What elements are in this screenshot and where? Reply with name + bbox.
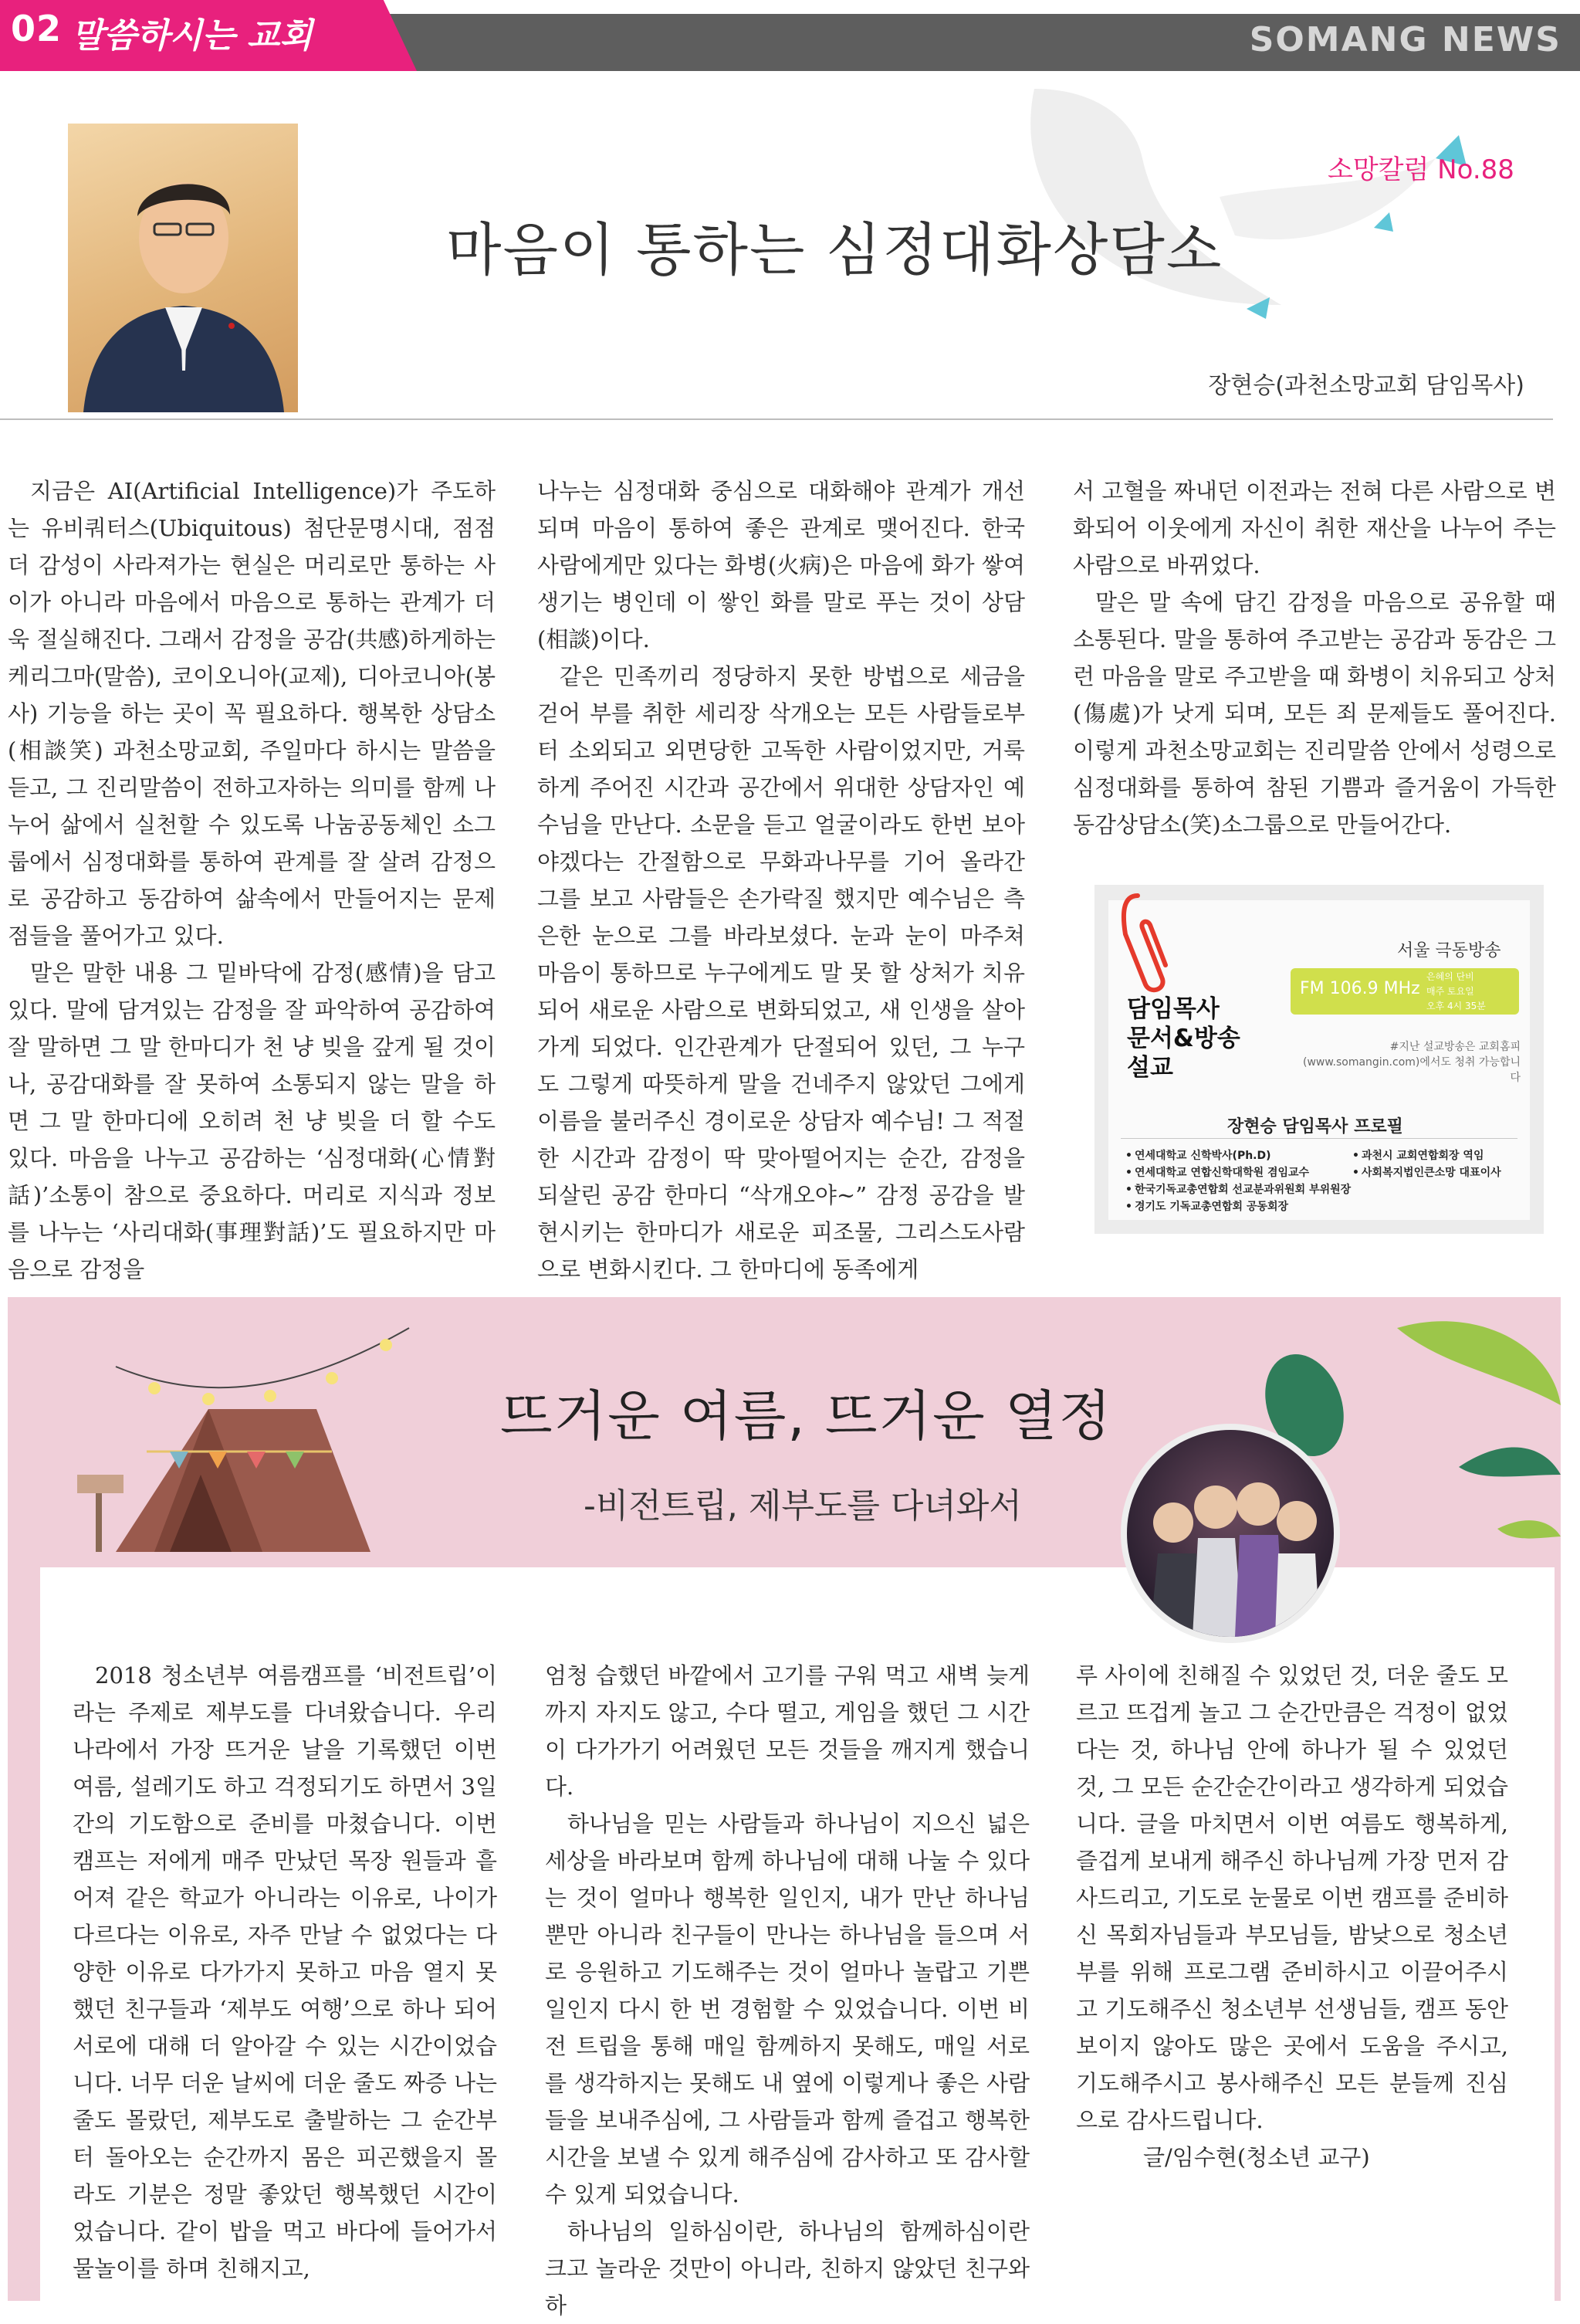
paragraph: 엄청 습했던 바깥에서 고기를 구워 먹고 새벽 늦게까지 자지도 않고, 수다 떨고, 게임을 했던 그 시간이 다가가기 어려웠던 모든 것들을 깨지게 했습니다.: [545, 1662, 1030, 1800]
profile-title: 장현승 담임목사 프로필: [1227, 1117, 1403, 1137]
section-title: 말씀하시는 교회: [71, 16, 313, 56]
program-time: 오후 4시 35분: [1426, 1001, 1486, 1011]
program-day: 매주 토요일: [1426, 986, 1474, 997]
paragraph: 루 사이에 친해질 수 있었던 것, 더운 줄도 모르고 뜨겁게 놀고 그 순간만큼은 걱정이 없었다는 것, 하나님 안에 하나가 될 수 있었던 것, 그 모든 순간순간이라고 생각하게 되었습니다. 글을 마치면서 이번 여름도 행복하게, 즐겁게 보내게 해주신 하나님께 가장 먼저 감사드리고, 기도로 눈물로 이번 캠프를 준비하신 목회자님들과 부모님들, 밤낮으로 청소년부를 위해 프로그램 준비하시고 이끌어주시고 기도해주신 청소년부 선생님들, 캠프 동안 보이지 않아도 많은 곳에서 도움을 주시고, 기도해주시고 봉사해주신 모든 분들께 진심으로 감사드립니다.: [1076, 1662, 1508, 2133]
radio-schedule: [1426, 970, 1486, 1014]
paragraph: 말은 말 속에 담긴 감정을 마음으로 공유할 때 소통된다. 말을 통하여 주고받는 공감과 동감은 그런 마음을 말로 주고받을 때 화병이 치유되고 상처(傷處)가 낫게 되며, 모든 죄 문제들도 풀어진다. 이렇게 과천소망교회는 진리말씀 안에서 성령으로 심정대화를 통하여 참된 기쁨과 즐거움이 가득한 동감상담소(笑)소그룹으로 만들어간다.: [1073, 589, 1556, 838]
profile-item: • 연세대학교 연합신학대학원 겸임교수: [1125, 1164, 1351, 1181]
radio-title-line: 설교: [1127, 1054, 1173, 1082]
summer-text-col1: [73, 1657, 497, 2287]
summer-article-subtitle: -비전트립, 제부도를 다녀와서: [584, 1486, 1022, 1526]
radio-box-title: [1127, 994, 1240, 1082]
profile-divider: [1121, 1138, 1517, 1139]
group-photo: [1121, 1424, 1340, 1643]
paragraph: 2018 청소년부 여름캠프를 ‘비전트립’이라는 주제로 제부도를 다녀왔습니다. 우리나라에서 가장 뜨거운 날을 기록했던 이번 여름, 설레기도 하고 걱정되기도 하면서 3일간의 기도함으로 준비를 마쳤습니다. 이번 캠프는 저에게 매주 만났던 목장 원들과 흩어져 같은 학교가 아니라는 이유로, 나이가 다르다는 이유로, 자주 만날 수 없었다는 다양한 이유로 다가가지 못하고 마음 열지 못했던 친구들과 ‘제부도 여행’으로 하나 되어 서로에 대해 더 알아갈 수 있는 시간이었습니다. 너무 더운 날씨에 더운 줄도 짜증 나는 줄도 몰랐던, 제부도로 출발하는 그 순간부터 돌아오는 순간까지 몸은 피곤했을지 몰라도 기분은 정말 좋았던 행복했던 시간이었습니다. 같이 밥을 먹고 바다에 들어가서 물놀이를 하며 친해지고,: [73, 1662, 497, 2282]
paragraph: 나누는 심정대화 중심으로 대화해야 관계가 개선되며 마음이 통하여 좋은 관계로 맺어진다. 한국 사람에게만 있다는 화병(火病)은 마음에 화가 쌓여 생기는 병인데 이 쌓인 화를 말로 푸는 것이 상담(相談)이다.: [537, 478, 1025, 652]
profile-item: • 과천시 교회연합회장 역임: [1352, 1147, 1501, 1164]
paragraph: 서 고혈을 짜내던 이전과는 전혀 다른 사람으로 변화되어 이웃에게 자신이 취한 재산을 나누어 주는 사람으로 바뀌었다.: [1073, 478, 1556, 578]
summer-text-col2: [545, 1657, 1030, 2324]
profile-list-left: [1125, 1147, 1351, 1215]
profile-item: • 연세대학교 신학박사(Ph.D): [1125, 1147, 1351, 1164]
profile-item: • 한국기독교총연합회 선교분과위원회 부위원장: [1125, 1181, 1351, 1198]
publication-name: SOMANG NEWS: [1249, 20, 1561, 59]
paragraph: 하나님의 일하심이란, 하나님의 함께하심이란 크고 놀라운 것만이 아니라, 친하지 않았던 친구와 하: [545, 2218, 1030, 2319]
paragraph: 같은 민족끼리 정당하지 못한 방법으로 세금을 걷어 부를 취한 세리장 삭개오는 모든 사람들로부터 소외되고 외면당한 고독한 사람이었지만, 거룩하게 주어진 시간과 공간에서 위대한 상담자인 예수님을 만난다. 소문을 듣고 얼굴이라도 한번 보아야겠다는 간절함으로 무화과나무를 기어 올라간 그를 보고 사람들은 손가락질 했지만 예수님은 측은한 눈으로 그를 바라보셨다. 눈과 눈이 마주쳐 마음이 통하므로 누구에게도 말 못 할 상처가 치유되어 새로운 사람으로 변화되었고, 새 인생을 살아가게 되었다. 인간관계가 단절되어 있던, 그 누구도 그렇게 따뜻하게 말을 건네주지 않았던 그에게 이름을 불러주신 경이로운 상담자 예수님! 그 적절한 시간과 감정이 딱 맞아떨어지는 순간, 감정을 되살린 공감 한마디 “삭개오야~” 감정 공감을 발현시키는 한마디가 새로운 피조물, 그리스도사람으로 변화시킨다. 그 한마디에 동족에게: [537, 663, 1025, 1282]
radio-frequency: FM 106.9 MHz: [1300, 979, 1420, 998]
column-text-col1: [8, 473, 496, 1288]
page-number: 02: [11, 8, 63, 49]
program-name: 은혜의 단비: [1426, 971, 1474, 982]
profile-item: • 사회복지법인큰소망 대표이사: [1352, 1164, 1501, 1181]
paragraph: 지금은 AI(Artificial Intelligence)가 주도하는 유비쿼터스(Ubiquitous) 첨단문명시대, 점점 더 감성이 사라져가는 현실은 머리로만 통하는 사이가 아니라 마음에서 마음으로 통하는 관계가 더욱 절실해진다. 그래서 감정을 공감(共感)하게하는 케리그마(말씀), 코이오니아(교제), 디아코니아(봉사) 기능을 하는 곳이 꼭 필요하다. 행복한 상담소(相談笑) 과천소망교회, 주일마다 하시는 말씀을 듣고, 그 진리말씀이 전하고자하는 의미를 함께 나누어 삶에서 실천할 수 있도록 나눔공동체인 소그룹에서 심정대화를 통하여 관계를 잘 살려 감정으로 공감하고 동감하여 삶속에서 만들어지는 문제점들을 풀어가고 있다.: [8, 478, 496, 949]
profile-item: • 경기도 기독교총연합회 공동회장: [1125, 1198, 1351, 1215]
radio-title-line: 담임목사: [1127, 995, 1220, 1023]
radio-title-line: 문서&방송: [1127, 1025, 1240, 1052]
section-divider: [0, 418, 1553, 420]
column-label: 소망칼럼 No.88: [1328, 154, 1514, 185]
summer-text-col3: [1076, 1657, 1508, 2176]
author-portrait: [68, 124, 298, 412]
article-signature: 글/임수현(청소년 교구): [1143, 2144, 1370, 2170]
column-text-col2: [537, 473, 1025, 1288]
summer-article-title: 뜨거운 여름, 뜨거운 열정: [500, 1384, 1113, 1448]
profile-list-right: [1352, 1147, 1501, 1181]
radio-station: 서울 극동방송: [1397, 941, 1501, 960]
paperclip-icon: [1115, 888, 1176, 996]
paragraph: 말은 말한 내용 그 밑바닥에 감정(感情)을 담고 있다. 말에 담겨있는 감정을 잘 파악하여 공감하여 잘 말하면 그 말 한마디가 천 냥 빚을 갚게 될 것이나, 공감대화를 잘 못하여 소통되지 않는 말을 하면 그 말 한마디에 오히려 천 냥 빚을 더 할 수도 있다. 마음을 나누고 공감하는 ‘심정대화(心情對話)’소통이 참으로 중요하다. 머리로 지식과 정보를 나누는 ‘사리대화(事理對話)’도 필요하지만 마음으로 감정을: [8, 960, 496, 1282]
column-title: 마음이 통하는 심정대화상담소: [446, 217, 1223, 283]
radio-note: #지난 설교방송은 교회홈피 (www.somangin.com)에서도 청취 가능합니다: [1302, 1041, 1521, 1084]
column-author: 장현승(과천소망교회 담임목사): [1208, 372, 1524, 399]
column-text-col3: [1073, 473, 1556, 843]
paragraph: 하나님을 믿는 사람들과 하나님이 지으신 넓은 세상을 바라보며 함께 하나님에 대해 나눌 수 있다는 것이 얼마나 행복한 일인지, 내가 만난 하나님뿐만 아니라 친구들이 만나는 하나님을 들으며 서로 응원하고 기도해주는 것이 얼마나 놀랍고 기쁜 일인지 다시 한 번 경험할 수 있었습니다. 이번 비전 트립을 통해 매일 함께하지 못해도, 매일 서로를 생각하지는 못해도 내 옆에 이렇게나 좋은 사람들을 보내주심에, 그 사람들과 함께 즐겁고 행복한 시간을 보낼 수 있게 해주심에 감사하고 또 감사할 수 있게 되었습니다.: [545, 1811, 1030, 2207]
